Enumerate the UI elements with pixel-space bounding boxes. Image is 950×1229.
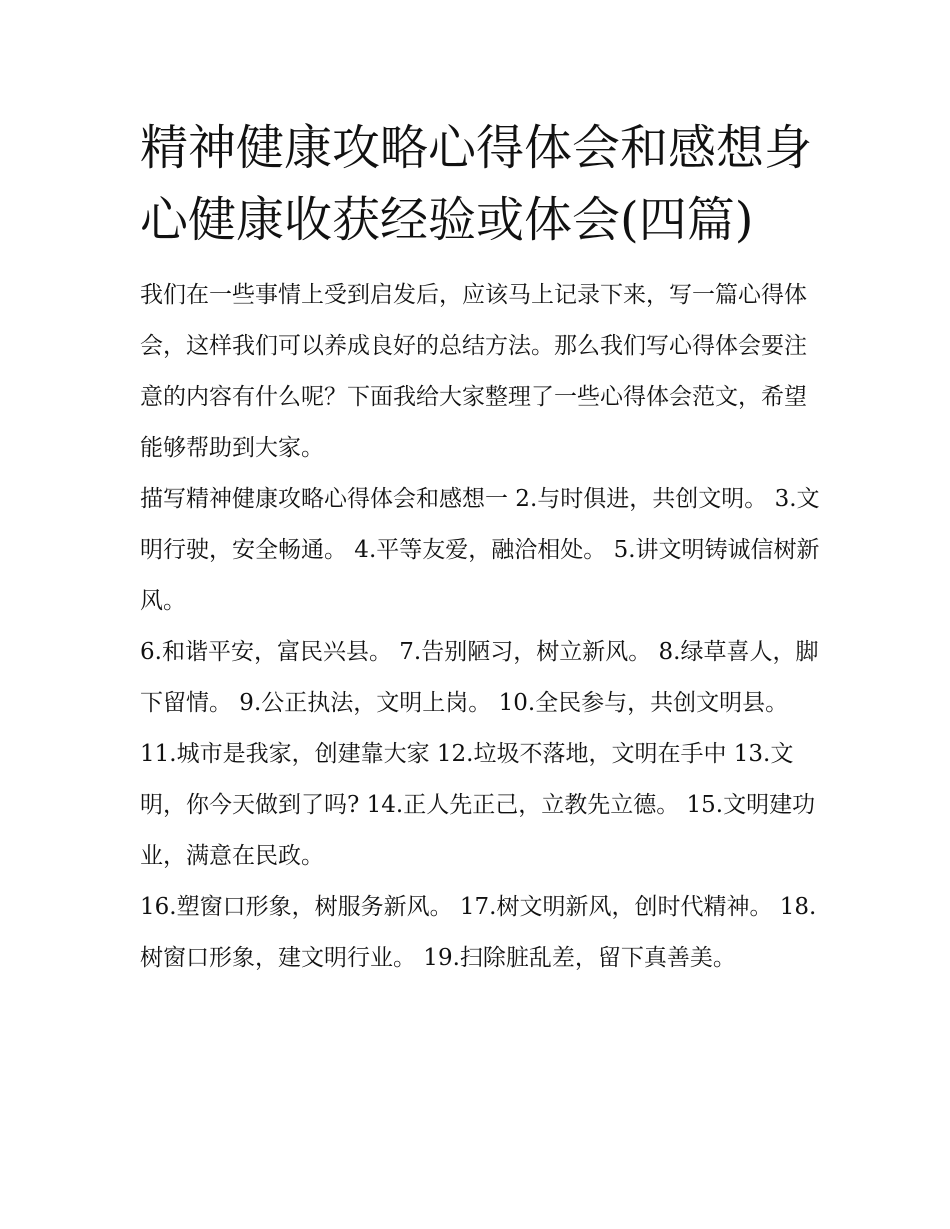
slogan-paragraph-4: 16.塑窗口形象，树服务新风。 17.树文明新风，创时代精神。 18.树窗口形象，建文明行业。 19.扫除脏乱差，留下真善美。 xyxy=(140,894,817,971)
document-body xyxy=(140,270,820,984)
slogan-paragraph-1: 描写精神健康攻略心得体会和感想一 2.与时俱进，共创文明。 3.文明行驶，安全畅通。 4.平等友爱，融洽相处。 5.讲文明铸诚信树新风。 xyxy=(140,486,820,614)
document-title: 精神健康攻略心得体会和感想身心健康收获经验或体会(四篇) xyxy=(140,120,813,248)
intro-paragraph: 我们在一些事情上受到启发后，应该马上记录下来，写一篇心得体会，这样我们可以养成良好的总结方法。那么我们写心得体会要注意的内容有什么呢？下面我给大家整理了一些心得体会范文，希望能够帮助到大家。 xyxy=(140,282,807,461)
slogan-paragraph-2: 6.和谐平安，富民兴县。 7.告别陋习，树立新风。 8.绿草喜人，脚下留情。 9.公正执法，文明上岗。 10.全民参与，共创文明县。 xyxy=(140,639,819,716)
document-content xyxy=(140,112,820,984)
slogan-paragraph-3: 11.城市是我家，创建靠大家 12.垃圾不落地，文明在手中 13.文明，你今天做到了吗? 14.正人先正己，立教先立德。 15.文明建功业，满意在民政。 xyxy=(140,741,816,869)
